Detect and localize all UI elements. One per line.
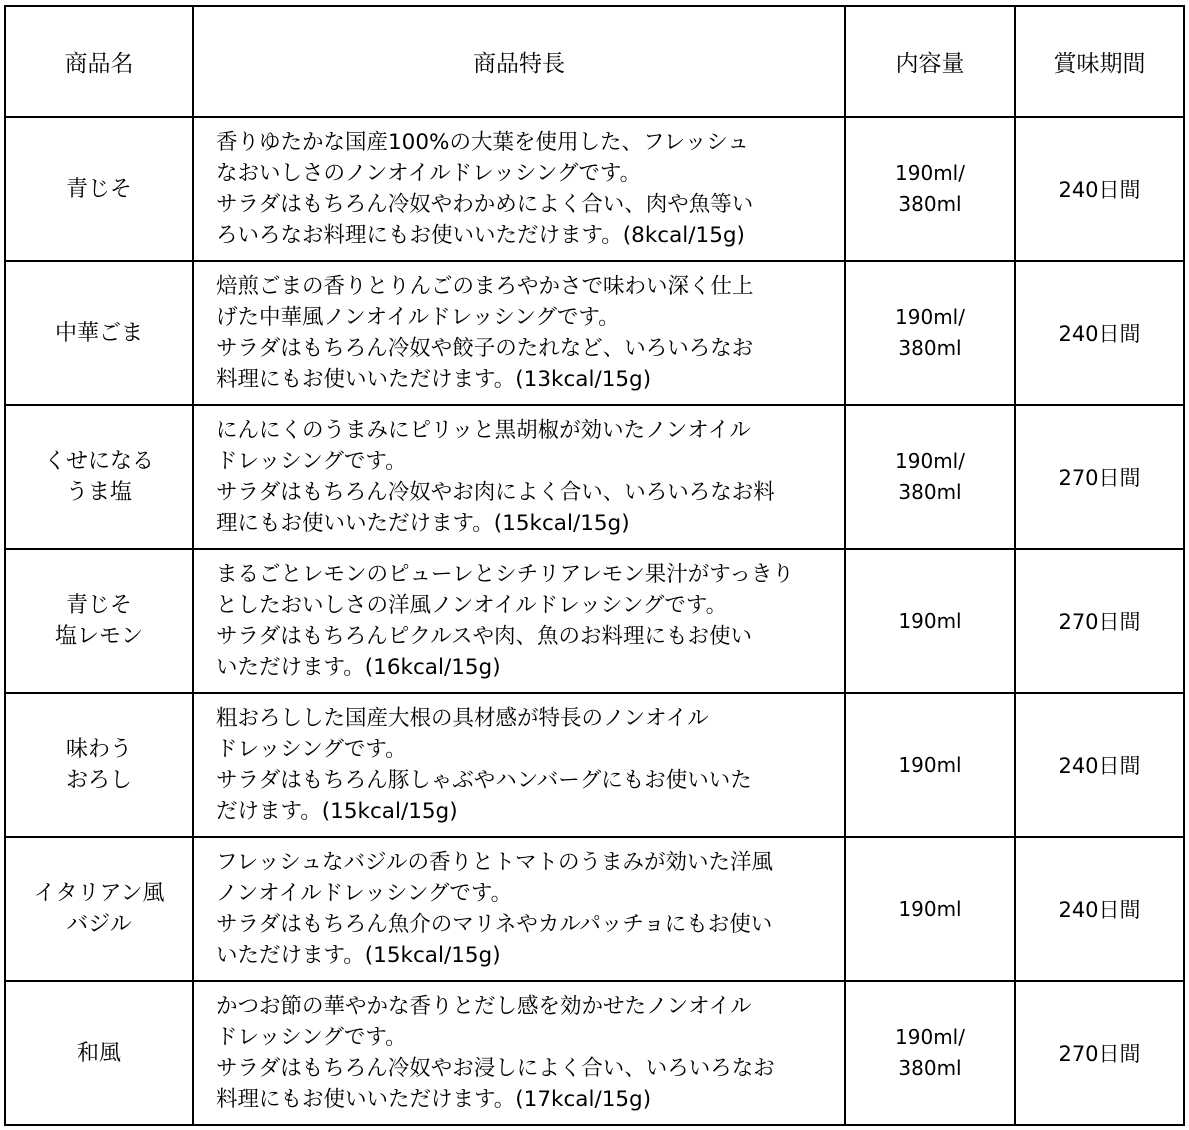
feature-line: サラダはもちろん冷奴やわかめによく合い、肉や魚等い: [216, 192, 754, 217]
table-header-row: [5, 6, 1184, 117]
volume-line: 190ml: [898, 752, 962, 777]
feature-line: ドレッシングです。: [216, 737, 407, 762]
feature-line: だけます。(15kcal/15g): [216, 799, 458, 824]
shelf-life-cell: 270日間: [1015, 549, 1184, 693]
feature-line: 香りゆたかな国産100%の大葉を使用した、フレッシュ: [216, 130, 749, 155]
product-features-cell: [193, 261, 845, 405]
volume-line: 380ml: [898, 1056, 962, 1080]
table-row: [5, 117, 1184, 261]
product-name-line: 中華ごま: [54, 320, 143, 346]
product-name-line: うま塩: [65, 480, 132, 505]
feature-line: サラダはもちろん冷奴やお肉によく合い、いろいろなお料: [216, 480, 775, 505]
feature-line: げた中華風ノンオイルドレッシングです。: [216, 305, 620, 330]
product-name-cell: [5, 261, 193, 405]
product-name-cell: [5, 117, 193, 261]
volume-line: 190ml/: [895, 449, 965, 473]
table-row: [5, 837, 1184, 981]
feature-line: 理にもお使いいただけます。(15kcal/15g): [216, 511, 630, 536]
volume-cell: [845, 981, 1015, 1125]
product-name-cell: [5, 981, 193, 1125]
table-row: [5, 981, 1184, 1125]
table-row: [5, 405, 1184, 549]
volume-line: 190ml: [898, 896, 962, 921]
shelf-life-cell: 240日間: [1015, 693, 1184, 837]
product-name-line: 青じそ: [65, 593, 132, 618]
product-name-line: おろし: [65, 768, 132, 793]
volume-line: 190ml/: [895, 305, 965, 329]
product-features-cell: [193, 693, 845, 837]
volume-cell: [845, 837, 1015, 981]
feature-line: サラダはもちろん豚しゃぶやハンバーグにもお使いいた: [216, 768, 752, 793]
volume-line: 380ml: [898, 480, 962, 504]
volume-cell: [845, 693, 1015, 837]
table-body: [5, 117, 1184, 1125]
feature-line: 料理にもお使いいただけます。(17kcal/15g): [216, 1087, 652, 1112]
table-row: [5, 549, 1184, 693]
product-name-line: 和風: [76, 1040, 121, 1066]
feature-line: かつお節の華やかな香りとだし感を効かせたノンオイル: [216, 994, 752, 1019]
feature-line: サラダはもちろんピクルスや肉、魚のお料理にもお使い: [216, 624, 752, 649]
volume-line: 190ml/: [895, 161, 965, 185]
feature-line: 焙煎ごまの香りとりんごのまろやかさで味わい深く仕上: [216, 274, 754, 299]
product-name-line: 塩レモン: [54, 624, 143, 649]
product-name-cell: [5, 693, 193, 837]
feature-line: サラダはもちろん魚介のマリネやカルパッチョにもお使い: [216, 912, 773, 937]
product-features-cell: [193, 981, 845, 1125]
feature-line: ドレッシングです。: [216, 1025, 407, 1050]
product-name-line: くせになる: [43, 449, 154, 474]
feature-line: なおいしさのノンオイルドレッシングです。: [216, 161, 642, 186]
shelf-life-cell: 240日間: [1015, 117, 1184, 261]
volume-cell: [845, 261, 1015, 405]
feature-line: まるごとレモンのピューレとシチリアレモン果汁がすっきり: [216, 562, 794, 587]
table-row: [5, 261, 1184, 405]
product-name-line: 味わう: [65, 737, 132, 762]
header-product-name: 商品名: [5, 6, 193, 117]
volume-line: 190ml/: [895, 1025, 965, 1049]
product-features-cell: [193, 549, 845, 693]
feature-line: にんにくのうまみにピリッと黒胡椒が効いたノンオイル: [216, 418, 751, 443]
product-features-cell: [193, 405, 845, 549]
volume-cell: [845, 405, 1015, 549]
feature-line: ノンオイルドレッシングです。: [216, 881, 513, 906]
feature-line: ドレッシングです。: [216, 449, 407, 474]
feature-line: 料理にもお使いいただけます。(13kcal/15g): [216, 367, 652, 392]
header-product-features: 商品特長: [193, 6, 845, 117]
feature-line: フレッシュなバジルの香りとトマトのうまみが効いた洋風: [216, 850, 773, 875]
feature-line: サラダはもちろん冷奴やお浸しによく合い、いろいろなお: [216, 1056, 775, 1081]
header-volume: 内容量: [845, 6, 1015, 117]
header-shelf-life: 賞味期間: [1015, 6, 1184, 117]
volume-cell: [845, 549, 1015, 693]
shelf-life-cell: 270日間: [1015, 981, 1184, 1125]
feature-line: としたおいしさの洋風ノンオイルドレッシングです。: [216, 593, 728, 618]
volume-line: 190ml: [898, 608, 962, 633]
shelf-life-cell: 240日間: [1015, 837, 1184, 981]
volume-line: 380ml: [898, 336, 962, 360]
volume-cell: [845, 117, 1015, 261]
feature-line: 粗おろしした国産大根の具材感が特長のノンオイル: [216, 706, 709, 731]
feature-line: サラダはもちろん冷奴や餃子のたれなど、いろいろなお: [216, 336, 754, 361]
table-row: [5, 693, 1184, 837]
shelf-life-cell: 270日間: [1015, 405, 1184, 549]
product-features-cell: [193, 117, 845, 261]
product-name-line: バジル: [66, 912, 132, 937]
product-features-cell: [193, 837, 845, 981]
feature-line: いただけます。(15kcal/15g): [216, 943, 501, 968]
product-name-cell: [5, 549, 193, 693]
product-name-line: 青じそ: [65, 176, 132, 202]
feature-line: ろいろなお料理にもお使いいただけます。(8kcal/15g): [216, 223, 745, 248]
shelf-life-cell: 240日間: [1015, 261, 1184, 405]
product-name-cell: [5, 405, 193, 549]
volume-line: 380ml: [898, 192, 962, 216]
product-table: [4, 5, 1185, 1126]
product-name-cell: [5, 837, 193, 981]
product-name-line: イタリアン風: [33, 881, 165, 906]
feature-line: いただけます。(16kcal/15g): [216, 655, 501, 680]
